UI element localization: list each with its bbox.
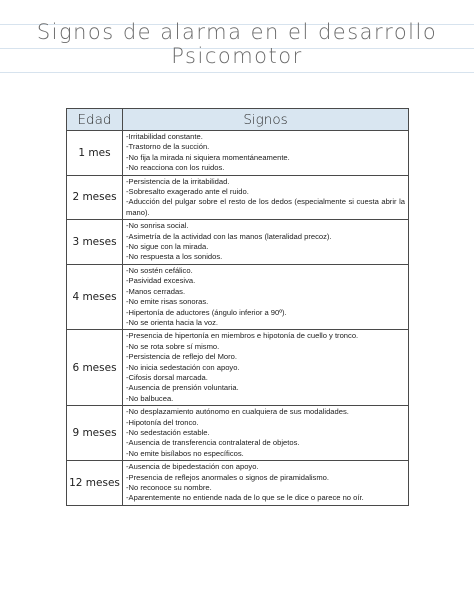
table-row [67,330,409,406]
notebook-rule [0,72,474,73]
table-row [67,175,409,220]
sign-item: -No inicia sedestación con apoyo. [126,362,240,372]
alarm-signs-table [66,108,409,506]
sign-item: -No sostén cefálico. [126,265,193,275]
sign-item: -Asimetría de la actividad con las manos (lateralidad precoz). [126,231,332,241]
title-line-2: Psicomotor [171,44,303,68]
sign-item: -Presencia de hipertonía en miembros e hipotonía de cuello y tronco. [126,331,359,341]
signs-cell [123,131,409,176]
sign-item: -No respuesta a los sonidos. [126,252,223,262]
sign-item: -Irritabilidad constante. [126,132,203,141]
title-line-1: Signos de alarma en el desarrollo [36,20,438,44]
sign-item: -No se rota sobre sí mismo. [126,341,220,351]
sign-item: -Manos cerradas. [126,286,186,296]
sign-item: -No emite risas sonoras. [126,297,209,307]
age-cell [67,406,123,461]
header-age: Edad [67,109,123,131]
sign-item: -No fija la mirada ni siquiera momentáneamente. [126,152,290,162]
age-label: 9 meses [72,427,117,440]
signs-cell [123,220,409,265]
table-body [67,131,409,506]
sign-item: -Hipotonía del tronco. [126,417,199,427]
table-row [67,264,409,329]
age-label: 4 meses [72,291,117,304]
signs-cell [123,330,409,406]
sign-item: -Aparentemente no entiende nada de lo que se le dice o parece no oír. [126,493,364,503]
age-label: 6 meses [72,361,117,374]
sign-item: -Hipertonía de aductores (ángulo inferior a 90º). [126,307,287,317]
sign-item: -Ausencia de transferencia contralateral de objetos. [126,438,300,448]
signs-cell [123,461,409,506]
age-cell [67,220,123,265]
sign-item: -No reconoce su nombre. [126,483,212,492]
age-cell [67,461,123,506]
sign-item: -Aducción del pulgar sobre el resto de los dedos (especialmente si cuesta abrir la mano). [126,197,405,217]
sign-item: -No emite bisílabos no específicos. [126,448,244,458]
sign-item: -No balbucea. [126,393,174,403]
sign-item: -Pasividad excesiva. [126,276,196,286]
signs-cell [123,264,409,329]
age-label: 3 meses [72,236,117,249]
sign-item: -No reacciona con los ruidos. [126,163,225,173]
table-row [67,131,409,176]
sign-item: -Ausencia de prensión voluntaria. [126,383,239,393]
age-cell [67,264,123,329]
signs-cell [123,175,409,220]
age-label: 2 meses [72,191,117,204]
sign-item: -Sobresalto exagerado ante el ruido. [126,187,249,197]
sign-item: -Ausencia de bipedestación con apoyo. [126,462,259,472]
sign-item: -Trastorno de la succión. [126,142,210,152]
header-signs: Signos [123,109,409,131]
age-label: 12 meses [69,477,120,489]
sign-item: -No sedestación estable. [126,427,210,437]
sign-item: -No sigue con la mirada. [126,242,209,252]
table-row [67,461,409,506]
age-cell [67,131,123,176]
age-label: 1 mes [78,146,111,159]
page-title [0,20,474,68]
sign-item: -Persistencia de reflejo del Moro. [126,352,238,362]
age-cell [67,175,123,220]
sign-item: -No sonrisa social. [126,221,189,231]
age-cell [67,330,123,406]
sign-item: -Presencia de reflejos anormales o signos de piramidalismo. [126,472,330,482]
sign-item: -No desplazamiento autónomo en cualquiera de sus modalidades. [126,407,349,417]
table-row [67,406,409,461]
sign-item: -Cifosis dorsal marcada. [126,372,208,382]
table-row [67,220,409,265]
signs-cell [123,406,409,461]
sign-item: -Persistencia de la irritabilidad. [126,176,230,186]
sign-item: -No se orienta hacia la voz. [126,317,219,327]
table-header-row [67,109,409,131]
